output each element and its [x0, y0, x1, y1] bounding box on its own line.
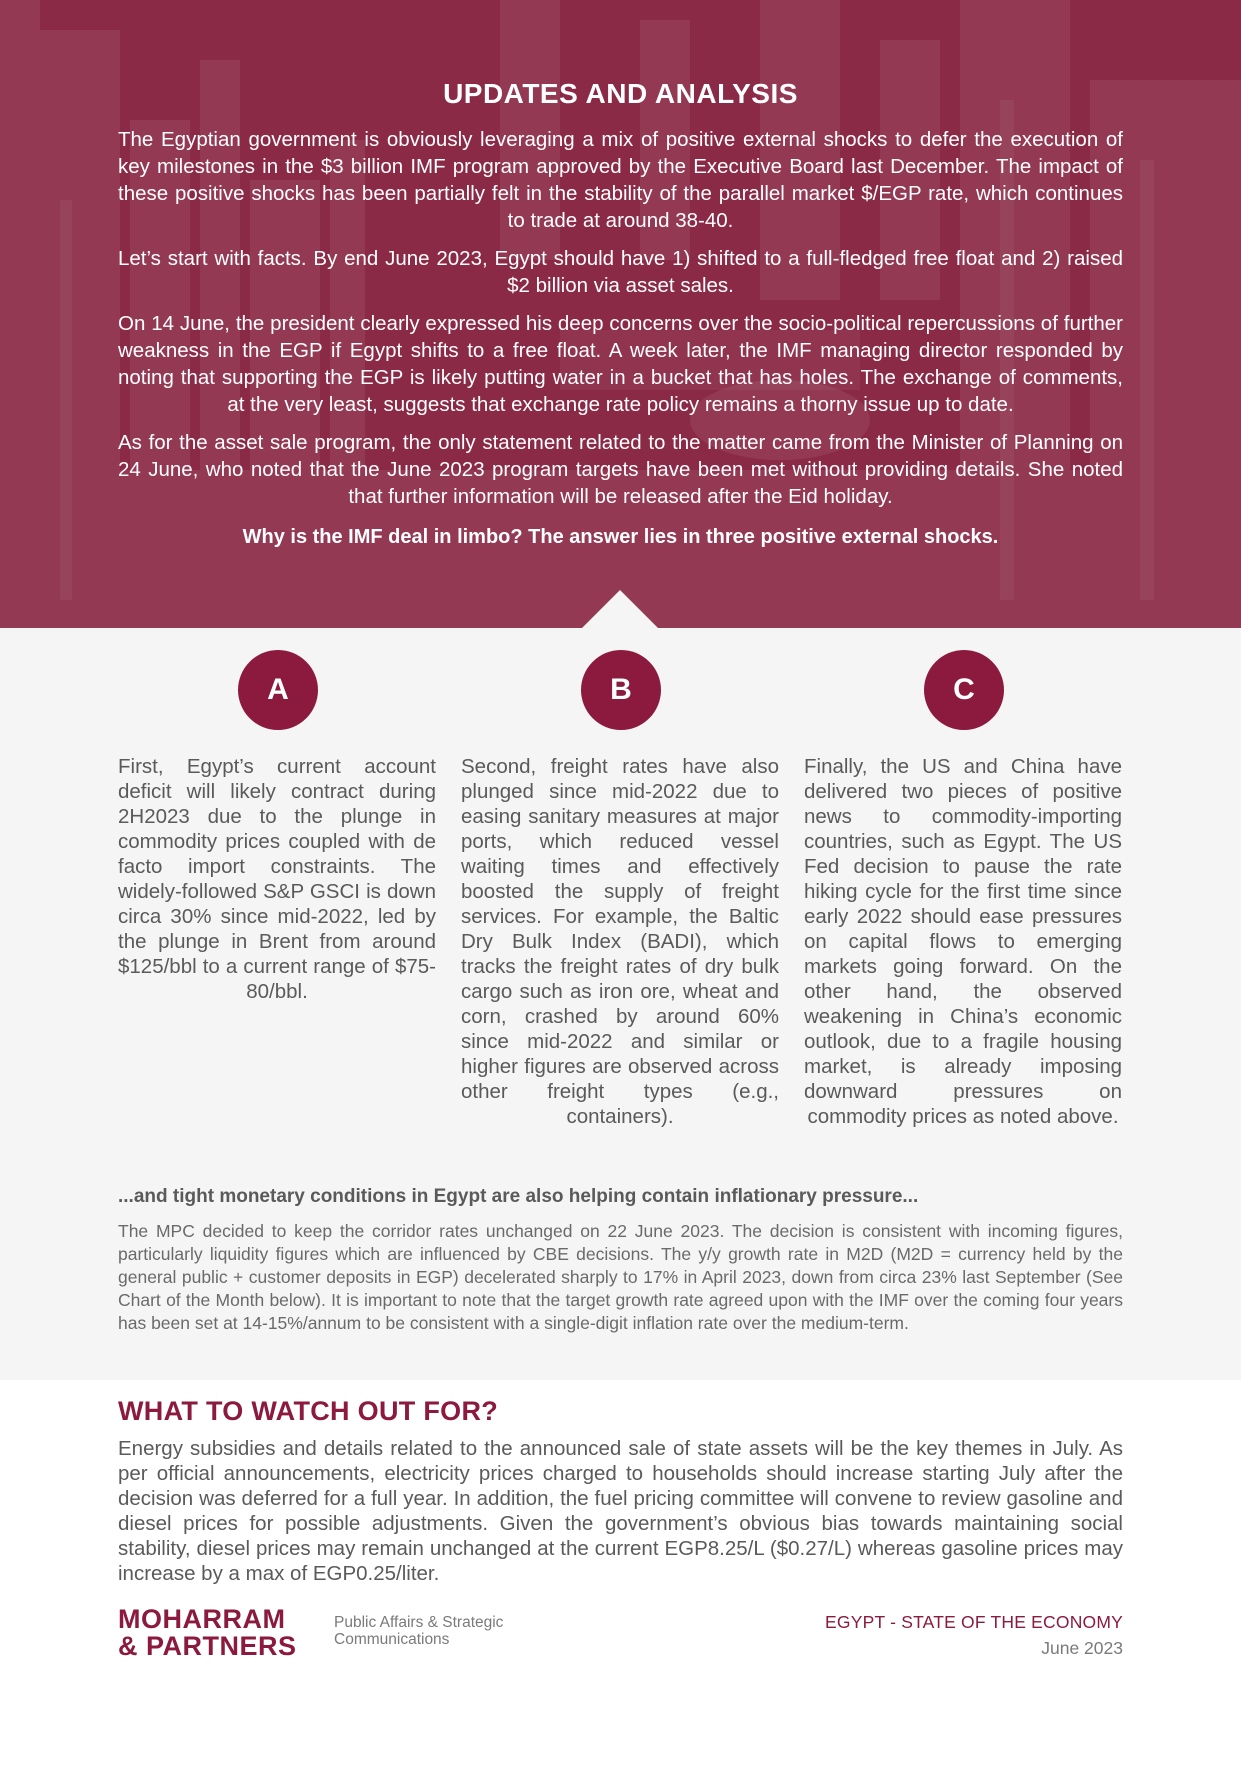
- watch-out-title: WHAT TO WATCH OUT FOR?: [118, 1396, 499, 1426]
- section-title: UPDATES AND ANALYSIS: [443, 78, 798, 109]
- shock-badge-c: C: [924, 650, 1004, 730]
- company-tagline: [334, 1614, 503, 1648]
- analysis-paragraph: As for the asset sale program, the only statement related to the matter came from the Minister of Planning on 24 June, who noted that the June 2023 program targets have been met without providing details. She noted that further information will be released after the Eid holiday.: [118, 431, 1123, 508]
- shock-text-c: Finally, the US and China have delivered two pieces of positive news to commodity-importing countries, such as Egypt. The US Fed decision to pause the rate hiking cycle for the first time since early 2022 should ease pressures on capital flows to emerging markets going forward. On the other hand, the observed weakening in China’s economic outlook, due to a fragile housing market, is already imposing downward pressures on commodity prices as noted above.: [804, 755, 1122, 1128]
- analysis-paragraph: The Egyptian government is obviously leveraging a mix of positive external shocks to defer the execution of key milestones in the $3 billion IMF program approved by the Executive Board last December. The impact of these positive shocks has been partially felt in the stability of the parallel market $/EGP rate, which continues to trade at around 38-40.: [118, 128, 1123, 232]
- logo-line-2: & PARTNERS: [118, 1631, 297, 1661]
- lead-question: Why is the IMF deal in limbo? The answer lies in three positive external shocks.: [242, 526, 999, 548]
- shock-badge-a: A: [238, 650, 318, 730]
- company-logo: [118, 1606, 297, 1660]
- shock-text-b: Second, freight rates have also plunged since mid-2022 due to easing sanitary measures at major ports, which reduced vessel waiting times and effectively boosted the supply of freight services. For example, the Baltic Dry Bulk Index (BADI), which tracks the freight rates of dry bulk cargo such as iron ore, wheat and corn, crashed by around 60% since mid-2022 and similar or higher figures are observed across other freight types (e.g., containers).: [461, 755, 779, 1128]
- logo-line-1: MOHARRAM: [118, 1604, 286, 1634]
- pointer-notch: [582, 590, 658, 628]
- header-banner: [0, 0, 1241, 628]
- watch-out-paragraph: Energy subsidies and details related to the announced sale of state assets will be the key themes in July. As per official announcements, electricity prices charged to households should increase starting July after the decision was deferred for a full year. In addition, the fuel pricing committee will convene to review gasoline and diesel prices for possible adjustments. Given the government’s obvious bias towards maintaining social stability, diesel prices may remain unchanged at the current EGP8.25/L ($0.27/L) whereas gasoline prices may increase by a max of EGP0.25/liter.: [118, 1437, 1123, 1585]
- report-date: June 2023: [1041, 1638, 1123, 1658]
- tagline-line-1: Public Affairs & Strategic: [334, 1614, 504, 1631]
- shock-badge-b: B: [581, 650, 661, 730]
- shock-text-a: First, Egypt’s current account deficit will likely contract during 2H2023 due to the plunge in commodity prices coupled with de facto import constraints. The widely-followed S&P GSCI is down circa 30% since mid-2022, led by the plunge in Brent from around $125/bbl to a current range of $75-80/bbl.: [118, 755, 436, 1003]
- monetary-paragraph: The MPC decided to keep the corridor rates unchanged on 22 June 2023. The decision is consistent with incoming figures, particularly liquidity figures which are influenced by CBE decisions. The y/y growth rate in M2D (M2D = currency held by the general public + customer deposits in EGP) decelerated sharply to 17% in April 2023, down from circa 23% last September (See Chart of the Month below). It is important to note that the target growth rate agreed upon with the IMF over the coming four years has been set at 14-15%/annum to be consistent with a single-digit inflation rate over the medium-term.: [118, 1221, 1123, 1333]
- analysis-paragraph: Let’s start with facts. By end June 2023, Egypt should have 1) shifted to a full-fledged free float and 2) raised $2 billion via asset sales.: [118, 247, 1123, 297]
- updates-analysis-section: [118, 78, 1123, 562]
- monetary-heading: ...and tight monetary conditions in Egypt are also helping contain inflationary pressure...: [118, 1186, 919, 1207]
- report-title: EGYPT - STATE OF THE ECONOMY: [825, 1612, 1123, 1632]
- tagline-line-2: Communications: [334, 1631, 450, 1648]
- analysis-paragraph: On 14 June, the president clearly expressed his deep concerns over the socio-political repercussions of further weakness in the EGP if Egypt shifts to a free float. A week later, the IMF managing director responded by noting that supporting the EGP is likely putting water in a bucket that has holes. The exchange of comments, at the very least, suggests that exchange rate policy remains a thorny issue up to date.: [118, 312, 1123, 416]
